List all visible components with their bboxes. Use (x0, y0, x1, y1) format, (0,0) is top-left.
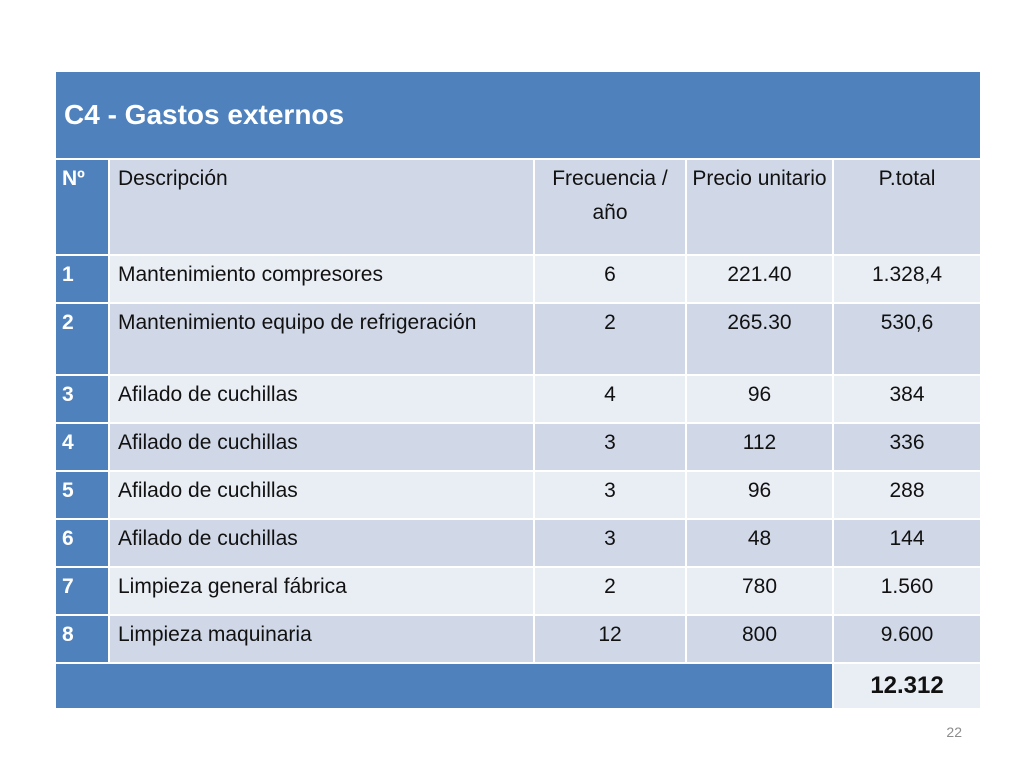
total-label-cell (55, 663, 833, 709)
row-total: 530,6 (833, 303, 981, 375)
table-row (55, 519, 981, 567)
row-total: 9.600 (833, 615, 981, 663)
row-precio: 800 (686, 615, 833, 663)
row-precio: 112 (686, 423, 833, 471)
header-descripcion: Descripción (109, 159, 534, 255)
row-num: 5 (55, 471, 109, 519)
row-num: 3 (55, 375, 109, 423)
row-freq: 4 (534, 375, 686, 423)
title-row (55, 71, 981, 159)
row-num: 1 (55, 255, 109, 303)
row-freq: 2 (534, 567, 686, 615)
row-total: 336 (833, 423, 981, 471)
row-freq: 3 (534, 423, 686, 471)
row-precio: 48 (686, 519, 833, 567)
row-freq: 3 (534, 519, 686, 567)
total-row (55, 663, 981, 709)
row-precio: 265.30 (686, 303, 833, 375)
expenses-table-container (54, 70, 980, 710)
row-num: 4 (55, 423, 109, 471)
table-row (55, 567, 981, 615)
row-precio: 96 (686, 375, 833, 423)
row-desc: Mantenimiento compresores (109, 255, 534, 303)
row-desc: Mantenimiento equipo de refrigeración (109, 303, 534, 375)
page-number: 22 (946, 724, 962, 740)
table-row (55, 423, 981, 471)
grand-total: 12.312 (833, 663, 981, 709)
row-total: 288 (833, 471, 981, 519)
row-total: 144 (833, 519, 981, 567)
header-total: P.total (833, 159, 981, 255)
table-row (55, 303, 981, 375)
row-total: 384 (833, 375, 981, 423)
row-num: 8 (55, 615, 109, 663)
table-row (55, 375, 981, 423)
row-desc: Afilado de cuchillas (109, 471, 534, 519)
row-total: 1.560 (833, 567, 981, 615)
row-num: 7 (55, 567, 109, 615)
row-freq: 6 (534, 255, 686, 303)
table-title: C4 - Gastos externos (55, 71, 981, 159)
header-precio: Precio unitario (686, 159, 833, 255)
row-freq: 3 (534, 471, 686, 519)
row-num: 6 (55, 519, 109, 567)
row-freq: 12 (534, 615, 686, 663)
table-row (55, 255, 981, 303)
header-row (55, 159, 981, 255)
row-precio: 96 (686, 471, 833, 519)
table-row (55, 615, 981, 663)
row-desc: Limpieza general fábrica (109, 567, 534, 615)
row-num: 2 (55, 303, 109, 375)
row-total: 1.328,4 (833, 255, 981, 303)
row-precio: 221.40 (686, 255, 833, 303)
row-precio: 780 (686, 567, 833, 615)
table-row (55, 471, 981, 519)
row-desc: Afilado de cuchillas (109, 519, 534, 567)
row-desc: Afilado de cuchillas (109, 423, 534, 471)
row-desc: Limpieza maquinaria (109, 615, 534, 663)
header-num: Nº (55, 159, 109, 255)
row-freq: 2 (534, 303, 686, 375)
expenses-table (54, 70, 982, 710)
row-desc: Afilado de cuchillas (109, 375, 534, 423)
header-frecuencia: Frecuencia / año (534, 159, 686, 255)
